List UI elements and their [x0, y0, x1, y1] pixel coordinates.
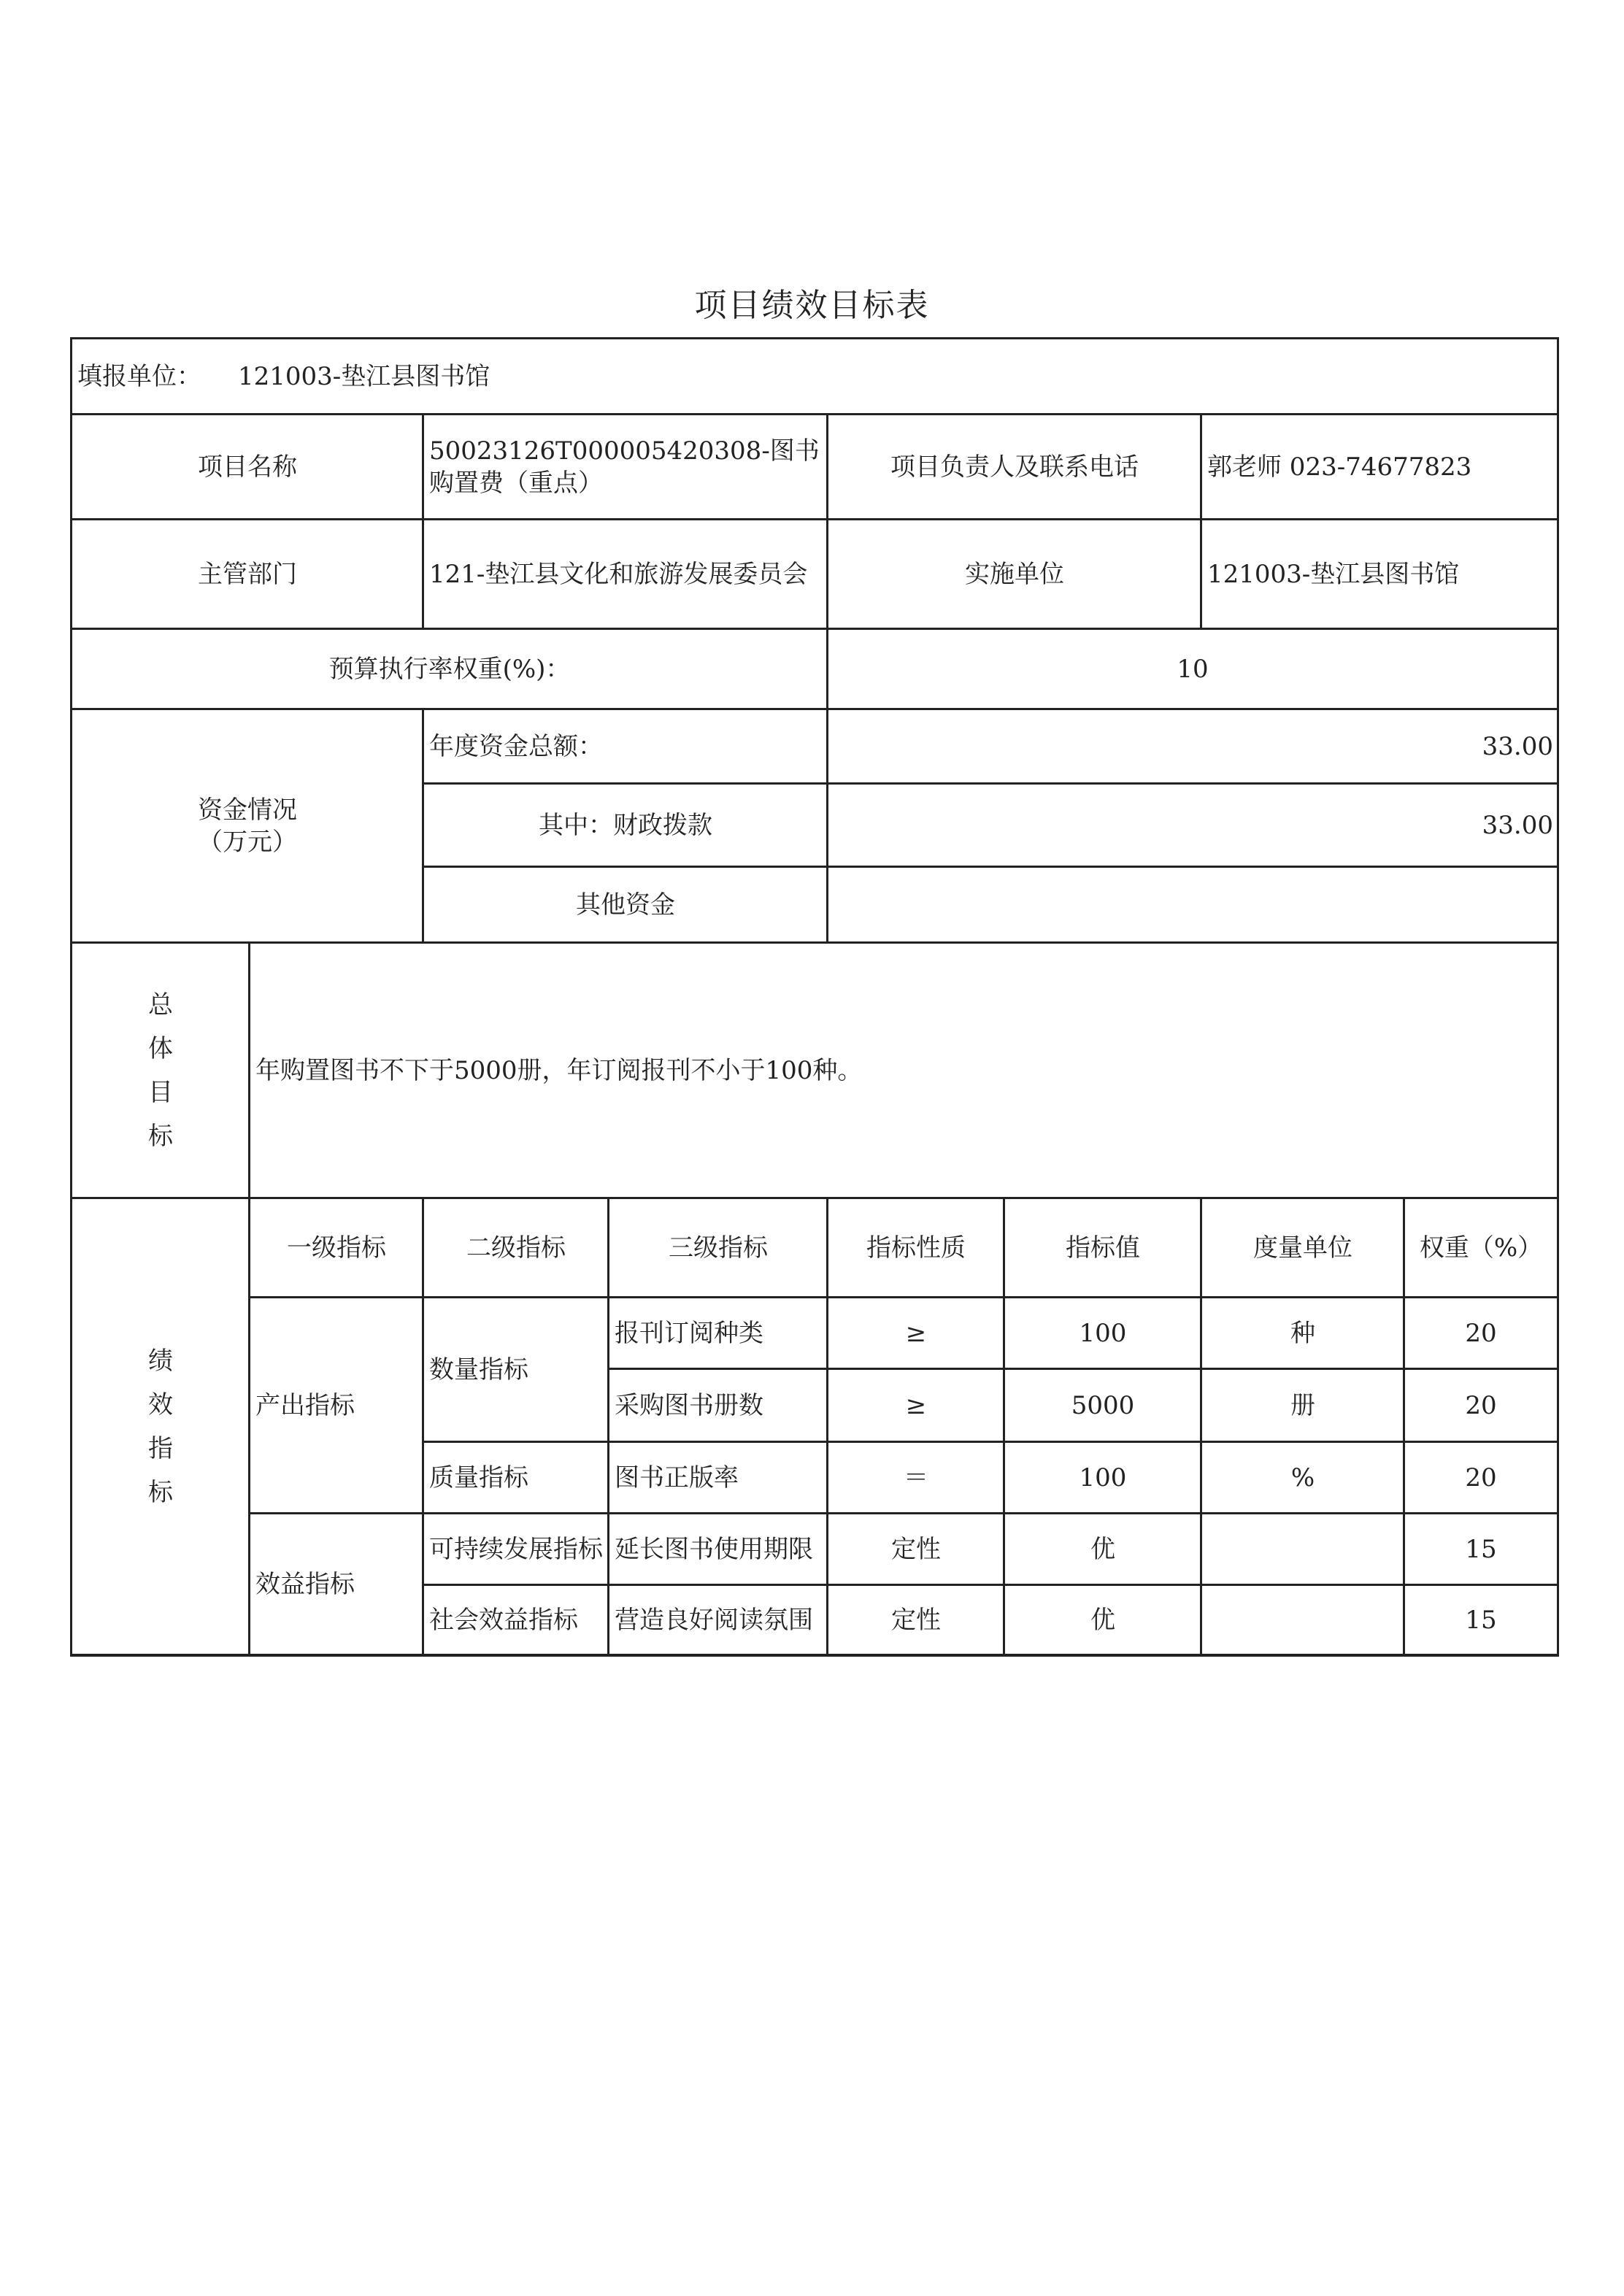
table-divider [70, 628, 1559, 630]
value-cell: 优 [1090, 1535, 1115, 1564]
funds-label-line1: 资金情况 [198, 795, 297, 825]
level1-output: 产出指标 [255, 1391, 355, 1420]
implementing-unit-label: 实施单位 [965, 560, 1064, 589]
column-header-unit: 度量单位 [1253, 1233, 1352, 1263]
table-border [70, 1654, 1559, 1657]
goal-label-char: 体 [148, 1034, 173, 1063]
funds-other-label: 其他资金 [576, 890, 675, 920]
funds-fiscal-value: 33.00 [1482, 811, 1553, 840]
level3-cell: 采购图书册数 [615, 1391, 763, 1420]
table-border [70, 337, 72, 1657]
nature-cell: ≥ [905, 1319, 927, 1348]
level3-cell: 报刊订阅种类 [615, 1319, 763, 1348]
level2-quantity: 数量指标 [429, 1355, 528, 1384]
department-value: 121-垫江县文化和旅游发展委员会 [429, 560, 808, 589]
column-header-nature: 指标性质 [866, 1233, 966, 1263]
goal-label-char: 总 [148, 990, 173, 1020]
table-divider [1200, 413, 1202, 629]
weight-cell: 15 [1465, 1606, 1497, 1635]
table-divider [422, 1441, 1559, 1443]
table-divider [422, 866, 1559, 868]
reporting-unit-value: 121003-垫江县图书馆 [238, 362, 490, 391]
unit-cell: % [1290, 1463, 1315, 1492]
nature-cell: ≥ [905, 1391, 927, 1420]
nature-cell: ＝ [904, 1463, 928, 1492]
value-cell: 优 [1090, 1606, 1115, 1635]
table-divider [826, 413, 828, 629]
weight-cell: 20 [1465, 1319, 1497, 1348]
project-name-value: 50023126T000005420308-图书购置费（重点） [429, 436, 820, 498]
level3-cell: 延长图书使用期限 [615, 1535, 813, 1564]
weight-cell: 20 [1465, 1391, 1497, 1420]
nature-cell: 定性 [891, 1606, 941, 1635]
column-header-level2: 二级指标 [466, 1233, 566, 1263]
column-header-weight: 权重（%） [1419, 1233, 1543, 1263]
funds-total-value: 33.00 [1482, 732, 1553, 761]
unit-cell: 册 [1290, 1391, 1315, 1420]
table-divider [422, 1584, 1559, 1586]
column-header-value: 指标值 [1066, 1233, 1140, 1263]
level1-benefit: 效益指标 [255, 1570, 355, 1599]
indicators-label-char: 效 [148, 1390, 173, 1419]
funds-section-label [72, 709, 423, 943]
indicators-label-char: 指 [148, 1434, 173, 1463]
department-label: 主管部门 [198, 560, 297, 589]
reporting-unit-label: 填报单位： [77, 362, 201, 391]
indicators-section-label [72, 1198, 250, 1655]
contact-label: 项目负责人及联系电话 [890, 452, 1139, 482]
budget-weight-value: 10 [1177, 655, 1209, 684]
table-divider [1403, 1197, 1405, 1657]
table-divider [248, 941, 250, 1657]
document-title: 项目绩效目标表 [694, 287, 930, 324]
project-name-label: 项目名称 [198, 452, 297, 482]
level3-cell: 营造良好阅读氛围 [615, 1606, 813, 1635]
table-divider [422, 708, 424, 943]
table-divider [70, 413, 1559, 415]
table-divider [607, 1197, 609, 1657]
funds-fiscal-label: 其中：财政拨款 [539, 811, 712, 840]
level3-cell: 图书正版率 [615, 1463, 739, 1492]
indicators-label-char: 绩 [148, 1347, 173, 1376]
table-divider [70, 941, 1559, 944]
indicators-label-char: 标 [148, 1478, 173, 1507]
weight-cell: 15 [1465, 1535, 1497, 1564]
budget-weight-label: 预算执行率权重(%)： [328, 655, 571, 684]
overall-goal-label [72, 943, 250, 1198]
unit-cell [1201, 1514, 1404, 1585]
level2-sustainability: 可持续发展指标 [429, 1535, 603, 1564]
overall-goal-text: 年购置图书不下于5000册，年订阅报刊不小于100种。 [255, 1056, 863, 1085]
table-divider [1003, 1197, 1005, 1657]
nature-cell: 定性 [891, 1535, 941, 1564]
column-header-level1: 一级指标 [287, 1233, 386, 1263]
table-border [1557, 337, 1559, 1657]
table-divider [826, 1197, 828, 1657]
unit-cell: 种 [1290, 1319, 1315, 1348]
table-divider [70, 708, 1559, 710]
weight-cell: 20 [1465, 1463, 1497, 1492]
table-divider [1200, 1197, 1202, 1657]
table-divider [422, 413, 424, 629]
column-header-level3: 三级指标 [669, 1233, 768, 1263]
implementing-unit-value: 121003-垫江县图书馆 [1207, 560, 1460, 589]
goal-label-char: 标 [148, 1122, 173, 1151]
level2-quality: 质量指标 [429, 1463, 528, 1492]
table-divider [248, 1296, 1559, 1298]
goal-label-char: 目 [148, 1078, 173, 1107]
table-divider [70, 518, 1559, 520]
value-cell: 100 [1079, 1463, 1127, 1492]
table-divider [826, 628, 828, 943]
level2-social: 社会效益指标 [429, 1606, 578, 1635]
table-divider [422, 1197, 424, 1657]
table-divider [422, 782, 1559, 785]
contact-value: 郭老师 023-74677823 [1207, 452, 1472, 482]
unit-cell [1201, 1585, 1404, 1655]
table-divider [248, 1512, 1559, 1514]
reporting-unit-row [72, 339, 1558, 415]
table-divider [70, 1197, 1559, 1199]
funds-label-line2: （万元） [198, 828, 297, 857]
funds-total-label: 年度资金总额： [429, 732, 603, 761]
funds-other-value [828, 867, 1558, 943]
table-border [70, 337, 1559, 339]
value-cell: 5000 [1071, 1391, 1135, 1420]
value-cell: 100 [1079, 1319, 1127, 1348]
table-divider [607, 1368, 1559, 1370]
